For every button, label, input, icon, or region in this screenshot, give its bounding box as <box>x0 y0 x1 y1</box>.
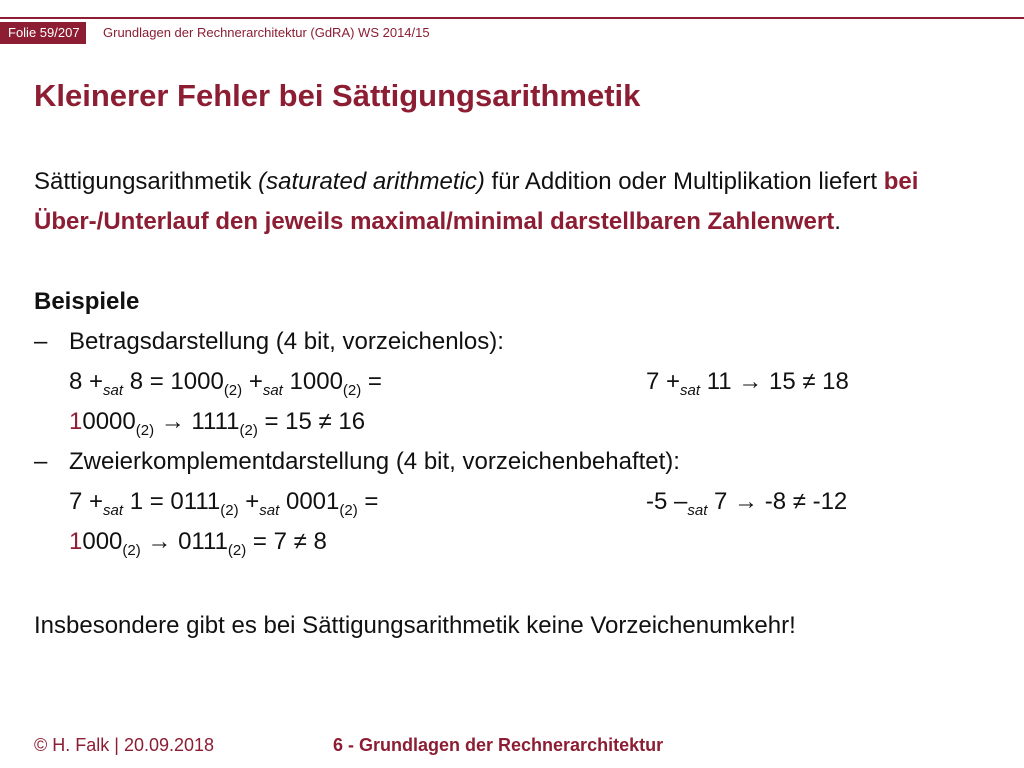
slide-number-badge: Folie 59/207 <box>0 22 86 44</box>
footer-course-title: 6 - Grundlagen der Rechnerarchitektur <box>333 735 664 755</box>
sat-subscript: sat <box>259 501 280 519</box>
overflow-bit: 1 <box>69 408 83 435</box>
eq-text: 11 → 15 ≠ 18 <box>700 368 849 395</box>
bullet-signed <box>34 442 994 482</box>
eq-text: → 0111 <box>140 528 228 555</box>
bullet-signed-text: Zweierkomplementdarstellung (4 bit, vorzeichenbehaftet): <box>69 448 680 475</box>
spacer <box>34 562 994 602</box>
base-subscript: (2) <box>342 381 362 399</box>
eq-text: 8 = 1000 <box>123 368 224 395</box>
eq-text: = <box>357 488 379 515</box>
bullet-dash: – <box>34 328 48 355</box>
eq-text: 7 + <box>69 488 104 515</box>
slide-title: Kleinerer Fehler bei Sättigungsarithmetik <box>34 78 641 113</box>
slide-content <box>34 162 994 646</box>
course-title: Grundlagen der Rechnerarchitektur (GdRA) WS 2014/15 <box>103 25 430 40</box>
eq-text: 7 → -8 ≠ -12 <box>707 488 848 515</box>
bullet-dash: – <box>34 448 48 475</box>
base-subscript: (2) <box>339 501 358 519</box>
example-unsigned-equation <box>34 362 994 402</box>
eq-text: = 7 ≠ 8 <box>246 528 327 555</box>
eq-text: → 1111 <box>154 408 240 435</box>
eq-text: 0000 <box>82 408 136 435</box>
footer-author-date: © H. Falk | 20.09.2018 <box>34 735 215 755</box>
intro-paragraph <box>34 162 994 242</box>
sat-subscript: sat <box>680 381 701 399</box>
base-subscript: (2) <box>223 381 243 399</box>
eq-text: 1000 <box>282 368 343 395</box>
base-subscript: (2) <box>220 501 239 519</box>
eq-text: 000 <box>82 528 123 555</box>
sat-subscript: sat <box>103 381 124 399</box>
intro-highlight: bei Über-/Unterlauf den jeweils maximal/minimal darstellbaren Zahlenwert <box>34 168 919 235</box>
intro-text-1: Sättigungsarithmetik <box>34 168 259 195</box>
example-signed-result <box>34 522 994 562</box>
base-subscript: (2) <box>227 541 247 559</box>
eq-text: + <box>242 368 263 395</box>
sat-subscript: sat <box>687 501 708 519</box>
closing-statement: Insbesondere gibt es bei Sättigungsarithmetik keine Vorzeichenumkehr! <box>34 612 796 639</box>
examples-heading: Beispiele <box>34 288 140 315</box>
example-unsigned-result <box>34 402 994 442</box>
eq-text: = 15 ≠ 16 <box>257 408 366 435</box>
eq-text: 0001 <box>279 488 340 515</box>
overflow-bit: 1 <box>69 528 83 555</box>
spacer <box>34 242 994 282</box>
intro-text-2: für Addition oder Multiplikation liefert <box>484 168 884 195</box>
bullet-unsigned <box>34 322 994 362</box>
eq-text: = <box>361 368 382 395</box>
header-rule <box>0 17 1024 19</box>
bullet-unsigned-text: Betragsdarstellung (4 bit, vorzeichenlos): <box>69 328 504 355</box>
eq-text: 8 + <box>69 368 104 395</box>
base-subscript: (2) <box>239 421 258 439</box>
intro-english-term: (saturated arithmetic) <box>258 168 485 195</box>
base-subscript: (2) <box>135 421 155 439</box>
sat-subscript: sat <box>103 501 124 519</box>
sat-subscript: sat <box>262 381 283 399</box>
slide-header <box>0 0 1024 44</box>
eq-text: 1 = 0111 <box>123 488 221 515</box>
example-signed-equation <box>34 482 994 522</box>
eq-text: -5 – <box>646 488 688 515</box>
eq-text: 7 + <box>646 368 681 395</box>
base-subscript: (2) <box>122 541 141 559</box>
intro-end: . <box>834 208 841 235</box>
eq-text: + <box>238 488 260 515</box>
